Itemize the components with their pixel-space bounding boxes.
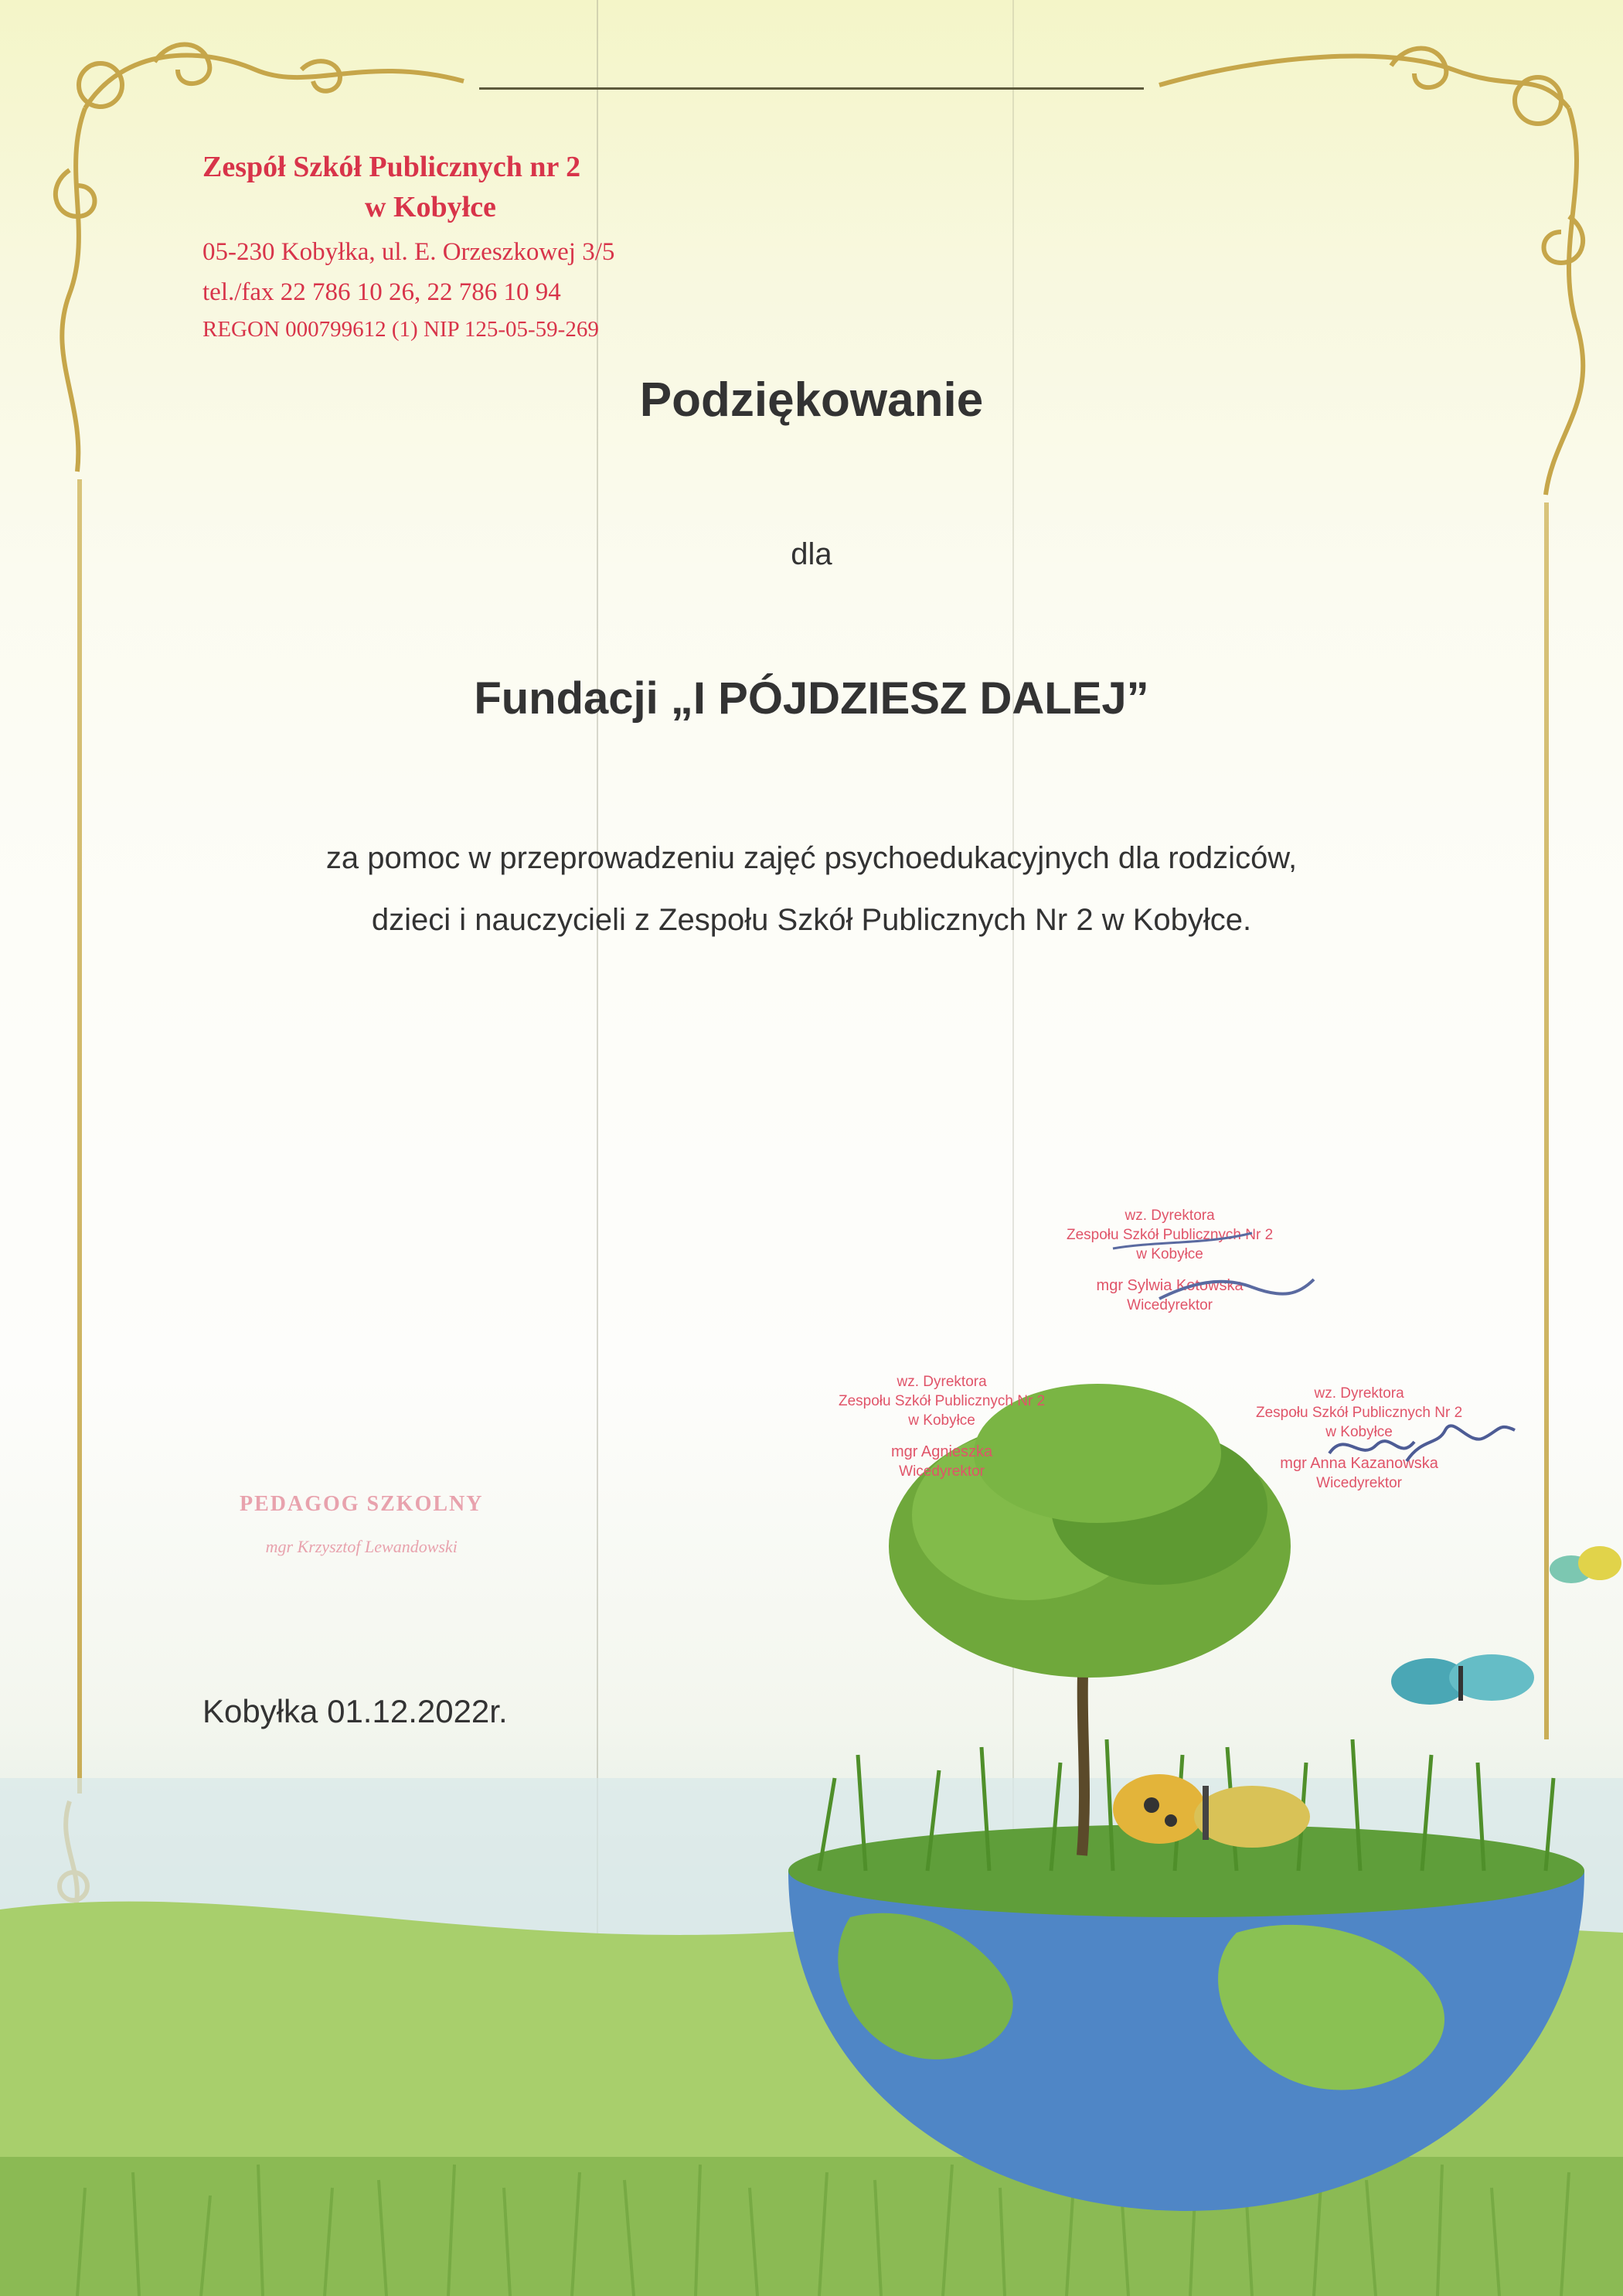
stamp-line: Wicedyrektor — [899, 1463, 985, 1480]
stamp-name: mgr Krzysztof Lewandowski — [265, 1537, 458, 1556]
stamp-line: Zespołu Szkół Publicznych Nr 2 — [1067, 1227, 1274, 1243]
school-phone: tel./fax 22 786 10 26, 22 786 10 94 — [202, 278, 561, 306]
stamp-line: Wicedyrektor — [1127, 1297, 1213, 1313]
stamp-line: wz. Dyrektora — [1125, 1208, 1215, 1224]
signature-scribble — [1159, 1279, 1314, 1299]
stamp-line: w Kobyłce — [1325, 1424, 1393, 1440]
school-city: w Kobyłce — [365, 191, 496, 223]
school-name: Zespół Szkół Publicznych nr 2 — [202, 151, 581, 183]
stamp-title: PEDAGOG SZKOLNY — [240, 1492, 484, 1516]
issue-date: Kobyłka 01.12.2022r. — [202, 1693, 508, 1729]
body-line: dzieci i nauczycieli z Zespołu Szkół Publicznych Nr 2 w Kobyłce. — [371, 903, 1252, 937]
stamp-name: mgr Agnieszka — [891, 1443, 993, 1460]
stamp-name: mgr Anna Kazanowska — [1280, 1455, 1438, 1472]
stamp-line: Wicedyrektor — [1316, 1475, 1403, 1491]
stamp-name: mgr Sylwia Kotowska — [1096, 1277, 1244, 1294]
document-title: Podziękowanie — [639, 373, 984, 427]
body-line: za pomoc w przeprowadzeniu zajęć psychoedukacyjnych dla rodziców, — [325, 841, 1298, 875]
stamp-line: wz. Dyrektora — [1314, 1385, 1404, 1402]
school-ids: REGON 000799612 (1) NIP 125-05-59-269 — [202, 317, 599, 342]
recipient-name: Fundacji „I PÓJDZIESZ DALEJ” — [474, 673, 1149, 724]
signature-scribble — [1329, 1426, 1515, 1461]
stamp-line: wz. Dyrektora — [897, 1374, 987, 1390]
dedication-word: dla — [791, 537, 832, 571]
stamp-line: w Kobyłce — [908, 1412, 975, 1429]
school-address: 05-230 Kobyłka, ul. E. Orzeszkowej 3/5 — [202, 238, 615, 266]
stamp-line: Zespołu Szkół Publicznych Nr 2 — [839, 1393, 1046, 1409]
stamp-school-pedagogue — [240, 1492, 483, 1557]
stamp-line: Zespołu Szkół Publicznych Nr 2 — [1256, 1405, 1463, 1421]
stamp-line: w Kobyłce — [1136, 1246, 1203, 1262]
